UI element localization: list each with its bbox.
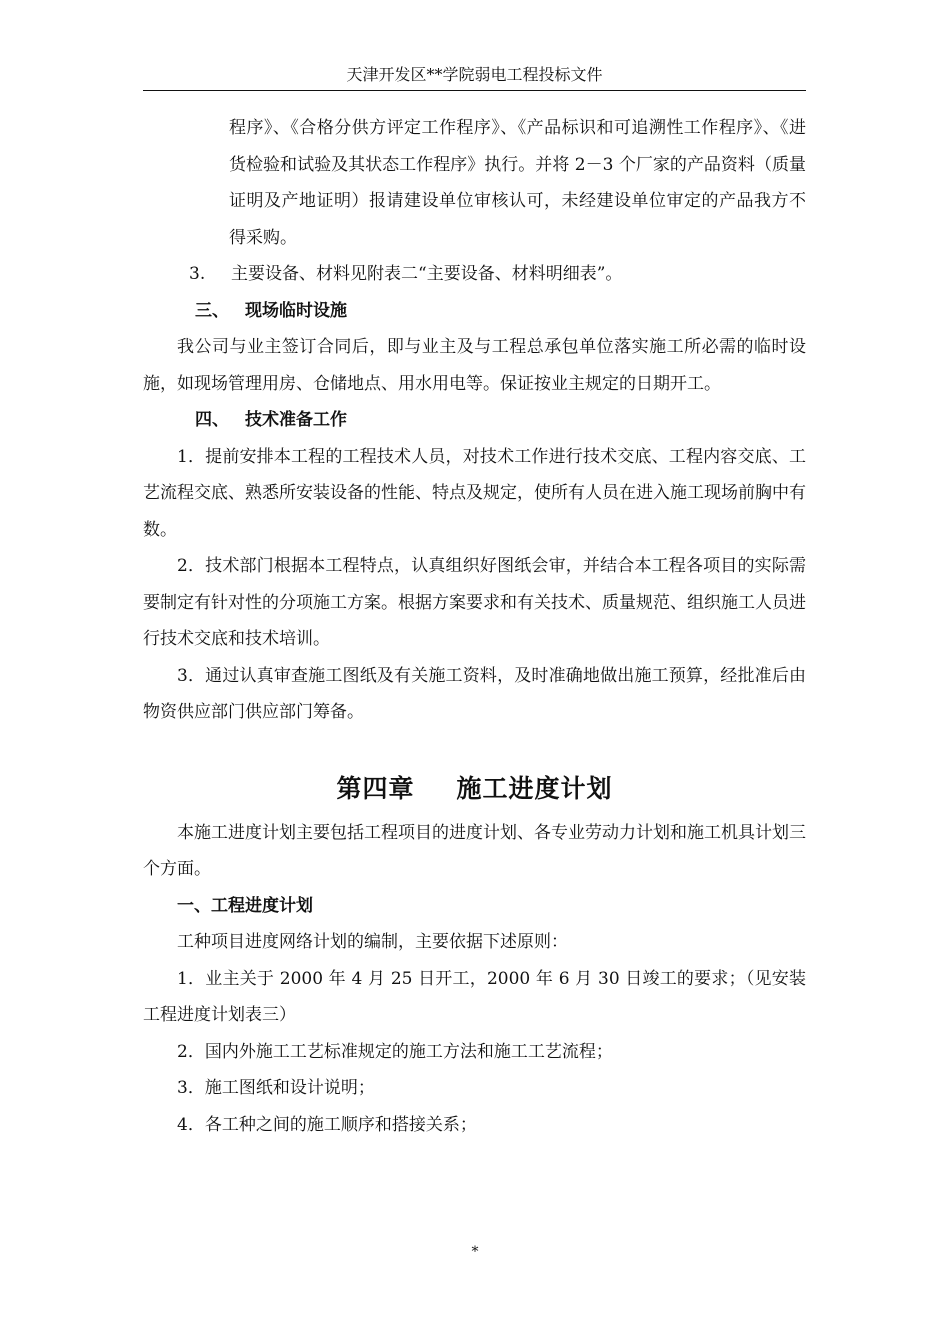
paragraph-principle-2: 2．国内外施工工艺标准规定的施工方法和施工工艺流程；: [177, 1041, 613, 1062]
paragraph-procedures: 程序》、《合格分供方评定工作程序》、《产品标识和可追溯性工作程序》、《进货检验和试验及其状态工作程序》执行。并将 2－3 个厂家的产品资料（质量证明及产地证明）报请建设单位审核认可，未经建设单位审定的产品我方不得采购。: [229, 118, 806, 248]
section-heading-4: [143, 402, 806, 439]
paragraph-schedule-intro: 本施工进度计划主要包括工程项目的进度计划、各专业劳动力计划和施工机具计划三个方面。: [143, 822, 806, 879]
paragraph-tech-2: 2．技术部门根据本工程特点，认真组织好图纸会审，并结合本工程各项目的实际需要制定有针对性的分项施工方案。根据方案要求和有关技术、质量规范、组织施工人员进行技术交底和技术培训。: [143, 556, 806, 649]
chapter-title: [143, 769, 806, 809]
paragraph-principle-4: 4．各工种之间的施工顺序和搭接关系；: [177, 1114, 477, 1135]
section-number: 三、: [195, 300, 229, 321]
list-item-number: 3.: [189, 264, 206, 284]
list-item-text: 主要设备、材料见附表二“主要设备、材料明细表”。: [231, 264, 623, 284]
paragraph-tech-1: 1．提前安排本工程的工程技术人员，对技术工作进行技术交底、工程内容交底、工艺流程交底、熟悉所安装设备的性能、特点及规定，使所有人员在进入施工现场前胸中有数。: [143, 446, 806, 540]
document-body: [143, 110, 806, 1143]
page-header: 天津开发区**学院弱电工程投标文件: [143, 62, 806, 91]
section-heading-3: [143, 293, 806, 330]
section-number: 四、: [195, 410, 229, 430]
paragraph-principles: 工种项目进度网络计划的编制，主要依据下述原则：: [177, 932, 568, 952]
list-item-3: [143, 256, 806, 293]
paragraph-temporary-facilities: 我公司与业主签订合同后，即与业主及与工程总承包单位落实施工所必需的临时设施，如现场管理用房、仓储地点、用水用电等。保证按业主规定的日期开工。: [143, 337, 806, 394]
section-title: 技术准备工作: [245, 410, 347, 430]
page-footer-mark: *: [471, 1244, 479, 1260]
chapter-name: 施工进度计划: [456, 773, 613, 803]
paragraph-principle-1: 1．业主关于 2000 年 4 月 25 日开工，2000 年 6 月 30 日竣工的要求；（见安装工程进度计划表三）: [143, 968, 806, 1025]
section-title: 现场临时设施: [245, 300, 347, 321]
subsection-heading-1: 一、工程进度计划: [177, 895, 313, 916]
chapter-number: 第四章: [336, 773, 415, 803]
paragraph-tech-3: 3．通过认真审查施工图纸及有关施工资料，及时准确地做出施工预算，经批准后由物资供应部门供应部门筹备。: [143, 665, 806, 722]
paragraph-principle-3: 3．施工图纸和设计说明；: [177, 1078, 375, 1098]
